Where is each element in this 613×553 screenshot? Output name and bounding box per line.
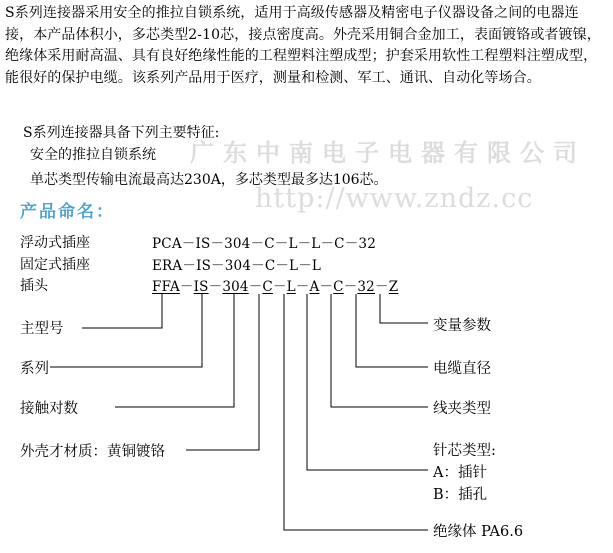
code-separator: － [343,279,358,295]
code-segment: L [286,279,296,295]
line-shell [186,294,259,450]
label-shell-material: 外壳才材质：黄铜镀铬 [20,444,165,460]
code-fixed-socket: ERA－IS－304－C－L－L [152,258,322,274]
line-pin-type [307,294,428,470]
code-segment: C [262,279,273,295]
row-label-floating-socket: 浮动式插座 [20,235,90,251]
label-series: 系列 [20,361,49,377]
label-pin-a: A：插针 [433,465,487,481]
watermark-company: 广东中南电子电器有限公司 [190,138,586,167]
line-cable-diameter [356,294,428,367]
row-label-plug: 插头 [20,278,48,294]
section-title: 产品命名： [20,202,115,222]
code-separator: － [319,279,334,295]
label-clamp-type: 线夹类型 [433,401,491,417]
code-separator: － [208,279,223,295]
label-cable-diameter: 电缆直径 [433,361,491,377]
code-separator: － [295,279,310,295]
code-segment: A [309,279,320,295]
feature-item: 单芯类型传输电流最高达230A，多芯类型最多达106芯。 [30,172,388,188]
watermark-url: http://www.zndz.cc [255,183,534,214]
code-separator: － [374,279,389,295]
label-variable-param: 变量参数 [433,318,491,334]
code-separator: － [179,279,194,295]
line-series [50,294,202,367]
code-segment: Z [388,279,399,295]
code-segment: 304 [222,279,249,295]
code-separator: － [248,279,263,295]
code-separator: － [272,279,287,295]
label-main-model: 主型号 [20,321,64,337]
line-variable [380,294,428,323]
feature-item: 安全的推拉自锁系统 [30,147,156,163]
code-segment: 32 [357,279,375,295]
line-contacts [115,294,234,407]
label-pin-type: 针芯类型: [433,443,496,459]
features-title: S系列连接器具备下列主要特征: [23,125,220,141]
code-segment: C [333,279,344,295]
row-label-fixed-socket: 固定式插座 [20,257,90,273]
code-floating-socket: PCA－IS－304－C－L－L－C－32 [152,236,376,252]
label-pin-b: B：插孔 [433,487,488,503]
code-segment: IS [193,279,209,295]
line-main-model [82,294,162,328]
intro-paragraph: S系列连接器采用安全的推拉自锁系统，适用于高级传感器及精密电子仪器设备之间的电器连接，本产品体积小，多芯类型2-10芯，接点密度高。外壳采用铜合金加工，表面镀铬或者镀镍，绝缘体采用耐高温、具有良好绝缘性能的工程塑料注塑成型；护套采用软性工程塑料注塑成型，能很好的保护电缆。该系列产品用于医疗，测量和检测、军工、通讯、自动化等场合。 [5,5,601,86]
code-segment: FFA [152,279,180,295]
label-insulator: 绝缘体 PA6.6 [433,524,524,540]
label-contact-count: 接触对数 [20,401,78,417]
